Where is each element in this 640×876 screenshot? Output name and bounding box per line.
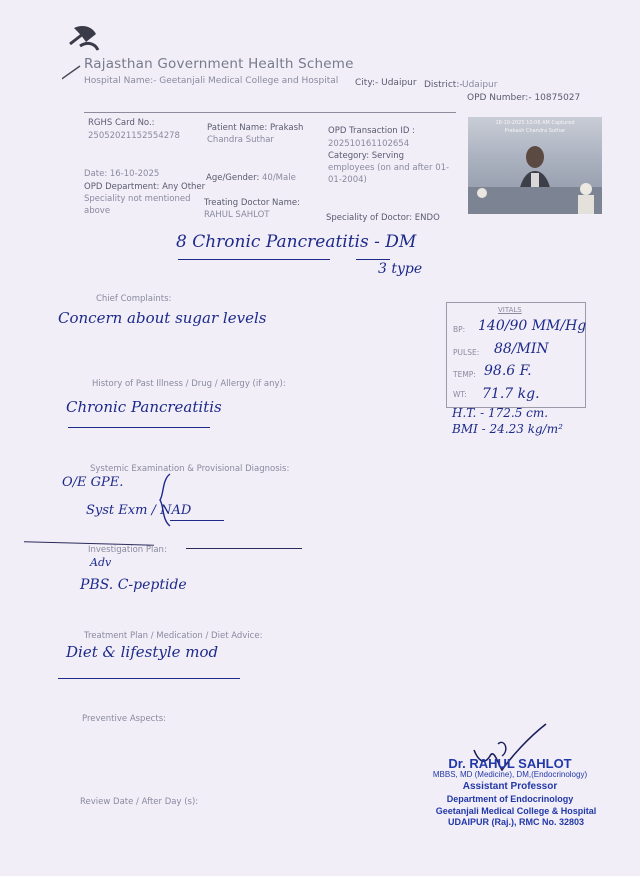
stamp-doctor-name: Dr. RAHUL SAHLOT — [448, 756, 572, 771]
chief-complaints-text: Concern about sugar levels — [58, 309, 267, 327]
bmi-value: BMI - 24.23 kg/m² — [452, 422, 563, 436]
bp-label: BP: — [453, 325, 466, 334]
opd-transaction-value: 202510161102654 — [328, 139, 410, 149]
photo-caption-line2: Prakash Chandra Suthar — [504, 128, 566, 134]
bp-value: 140/90 MM/Hg — [478, 318, 587, 334]
rghs-value: 25052021152554278 — [88, 131, 180, 141]
diabetes-type-note: 3 type — [378, 261, 423, 277]
rghs-label: RGHS Card No.: — [88, 118, 155, 128]
nad-underline — [170, 520, 224, 521]
margin-stroke-right — [186, 548, 302, 549]
preventive-label: Preventive Aspects: — [82, 714, 166, 724]
stamp-qualification: MBBS, MD (Medicine), DM,(Endocrinology) — [432, 770, 588, 779]
scheme-title: Rajasthan Government Health Scheme — [84, 56, 354, 72]
district-value: Udaipur — [462, 80, 498, 90]
stamp-department: Department of Endocrinology — [446, 794, 574, 804]
stamp-designation: Assistant Professor — [462, 781, 558, 792]
treatment-label: Treatment Plan / Medication / Diet Advice: — [84, 631, 263, 641]
patient-name-value: Chandra Suthar — [207, 135, 274, 145]
wt-value: 71.7 kg. — [482, 386, 540, 402]
pulse-label: PULSE: — [453, 348, 480, 357]
temp-value: 98.6 F. — [484, 363, 532, 379]
investigation-tests: PBS. C-peptide — [80, 577, 187, 593]
investigation-label: Investigation Plan: — [88, 545, 167, 555]
systemic-exam-line1: O/E GPE. — [62, 475, 124, 490]
photo-background-icon — [468, 167, 602, 214]
stamp-place: UDAIPUR (Raj.), RMC No. 32803 — [447, 817, 585, 827]
doctor-speciality: Speciality of Doctor: ENDO — [326, 213, 440, 223]
height-value: H.T. - 172.5 cm. — [452, 406, 549, 420]
systemic-brace-icon — [150, 470, 180, 530]
opd-transaction-label: OPD Transaction ID : — [328, 126, 416, 136]
treatment-underline — [58, 678, 240, 679]
age-gender-label: Age/Gender: — [206, 173, 260, 183]
visit-date: Date: 16-10-2025 — [84, 169, 160, 179]
history-underline — [68, 427, 210, 428]
category-line1: Category: Serving — [328, 151, 405, 161]
investigation-advice: Adv — [90, 556, 112, 569]
opd-department-line1: OPD Department: Any Other — [84, 182, 206, 192]
age-gender-value: 40/Male — [262, 173, 296, 183]
dm-underline — [356, 259, 390, 260]
diagnosis-underline — [178, 259, 330, 260]
history-label: History of Past Illness / Drug / Allergy (if any): — [92, 379, 286, 389]
systemic-exam-line2: Syst Exm / NAD — [86, 503, 192, 518]
header-divider — [84, 112, 456, 113]
wt-label: WT: — [453, 390, 467, 399]
patient-name-label: Patient Name: Prakash — [207, 123, 304, 133]
stamp-hospital: Geetanjali Medical College & Hospital — [435, 806, 597, 816]
district-label: District:- — [424, 80, 463, 90]
treatment-text: Diet & lifestyle mod — [66, 643, 219, 661]
history-text: Chronic Pancreatitis — [66, 398, 222, 416]
pulse-value: 88/MIN — [494, 341, 549, 357]
opd-department-line3: above — [84, 206, 111, 216]
hospital-name: Hospital Name:- Geetanjali Medical College and Hospital — [84, 76, 339, 86]
chief-complaints-label: Chief Complaints: — [96, 294, 172, 304]
category-line3: 01-2004) — [328, 175, 367, 185]
systemic-exam-label: Systemic Examination & Provisional Diagnosis: — [90, 464, 290, 474]
opd-department-line2: Speciality not mentioned — [84, 194, 191, 204]
temp-label: TEMP: — [453, 370, 476, 379]
treating-doctor-label: Treating Doctor Name: — [204, 198, 300, 208]
city: City:- Udaipur — [355, 78, 417, 88]
photo-caption-line1: 16-10-2025 10:06 AM Captured — [495, 120, 575, 126]
patient-photo — [468, 117, 602, 214]
review-date-label: Review Date / After Day (s): — [80, 797, 199, 807]
treating-doctor-value: RAHUL SAHLOT — [204, 210, 270, 220]
vitals-heading: VITALS — [498, 306, 522, 314]
scheme-logo-icon — [62, 20, 122, 82]
diagnosis-note: 8 Chronic Pancreatitis - DM — [176, 232, 417, 252]
opd-number: OPD Number:- 10875027 — [467, 93, 581, 103]
category-line2: employees (on and after 01- — [328, 163, 450, 173]
